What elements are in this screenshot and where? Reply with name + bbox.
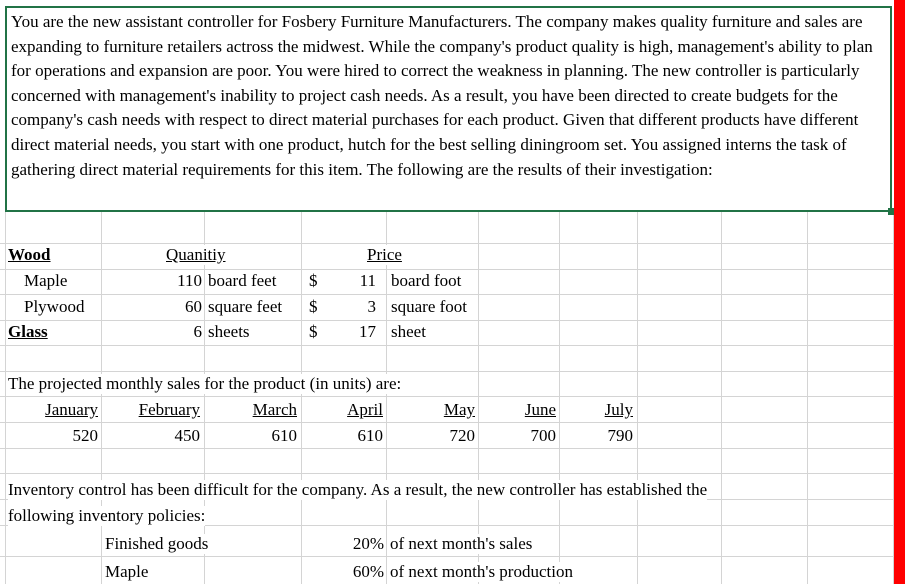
material-price: 17	[340, 322, 376, 342]
wood-header: Wood	[8, 245, 51, 264]
price-header: Price	[367, 245, 402, 264]
month-label: July	[560, 400, 633, 420]
month-units: 700	[479, 426, 556, 446]
material-name: Maple	[24, 271, 68, 290]
month-units: 520	[6, 426, 98, 446]
material-qty: 60	[150, 297, 202, 317]
month-label: May	[387, 400, 475, 420]
month-label: April	[302, 400, 383, 420]
month-units: 790	[560, 426, 633, 446]
material-qty: 110	[150, 271, 202, 291]
material-price: 11	[340, 271, 376, 291]
material-qty-unit: sheets	[208, 322, 250, 341]
month-units: 720	[387, 426, 475, 446]
month-label: February	[102, 400, 200, 420]
intro-text-cell[interactable]	[5, 6, 892, 212]
policy-description: of next month's sales	[390, 534, 533, 553]
month-label: January	[6, 400, 98, 420]
policy-label: Finished goods	[105, 534, 209, 553]
policy-label: Maple	[105, 562, 149, 581]
policy-percent: 20%	[330, 534, 384, 554]
month-units: 610	[302, 426, 383, 446]
currency-symbol: $	[309, 271, 318, 290]
material-price-unit: sheet	[391, 322, 426, 341]
intro-text: You are the new assistant controller for Fosbery Furniture Manufacturers. The company makes quality furniture and sales are expanding to furniture retailers actross the midwest. While the company's product quality is high, management's ability to plan for operations and expansion are poor. You were hired to correct the weakness in planning. The new controller is particularly concerned with management's inability to project cash needs. As a result, you have been directed to create budgets for the company's cash needs with respect to direct material purchases for each product. Given that different products have different direct material needs, you start with one product, hutch for the best selling diningroom set. You assigned interns the task of gathering direct material requirements for this item. The following are the results of their investigation:	[11, 12, 873, 179]
material-qty-unit: board feet	[208, 271, 277, 290]
month-units: 610	[205, 426, 297, 446]
policy-percent: 60%	[330, 562, 384, 582]
material-name: Plywood	[24, 297, 85, 316]
inventory-text-line2: following inventory policies:	[8, 506, 206, 525]
material-name: Glass	[8, 322, 48, 341]
material-price-unit: board foot	[391, 271, 462, 290]
material-qty: 6	[150, 322, 202, 342]
inventory-text-line1: Inventory control has been difficult for the company. As a result, the new controller has established the	[8, 480, 708, 499]
quantity-header: Quanitiy	[166, 245, 226, 264]
material-price-unit: square foot	[391, 297, 468, 316]
month-label: March	[205, 400, 297, 420]
red-side-bar	[894, 0, 905, 584]
material-price: 3	[340, 297, 376, 317]
currency-symbol: $	[309, 322, 318, 341]
month-units: 450	[102, 426, 200, 446]
month-label: June	[479, 400, 556, 420]
sales-heading: The projected monthly sales for the product (in units) are:	[8, 374, 402, 393]
material-qty-unit: square feet	[208, 297, 283, 316]
policy-description: of next month's production	[390, 562, 573, 581]
currency-symbol: $	[309, 297, 318, 316]
